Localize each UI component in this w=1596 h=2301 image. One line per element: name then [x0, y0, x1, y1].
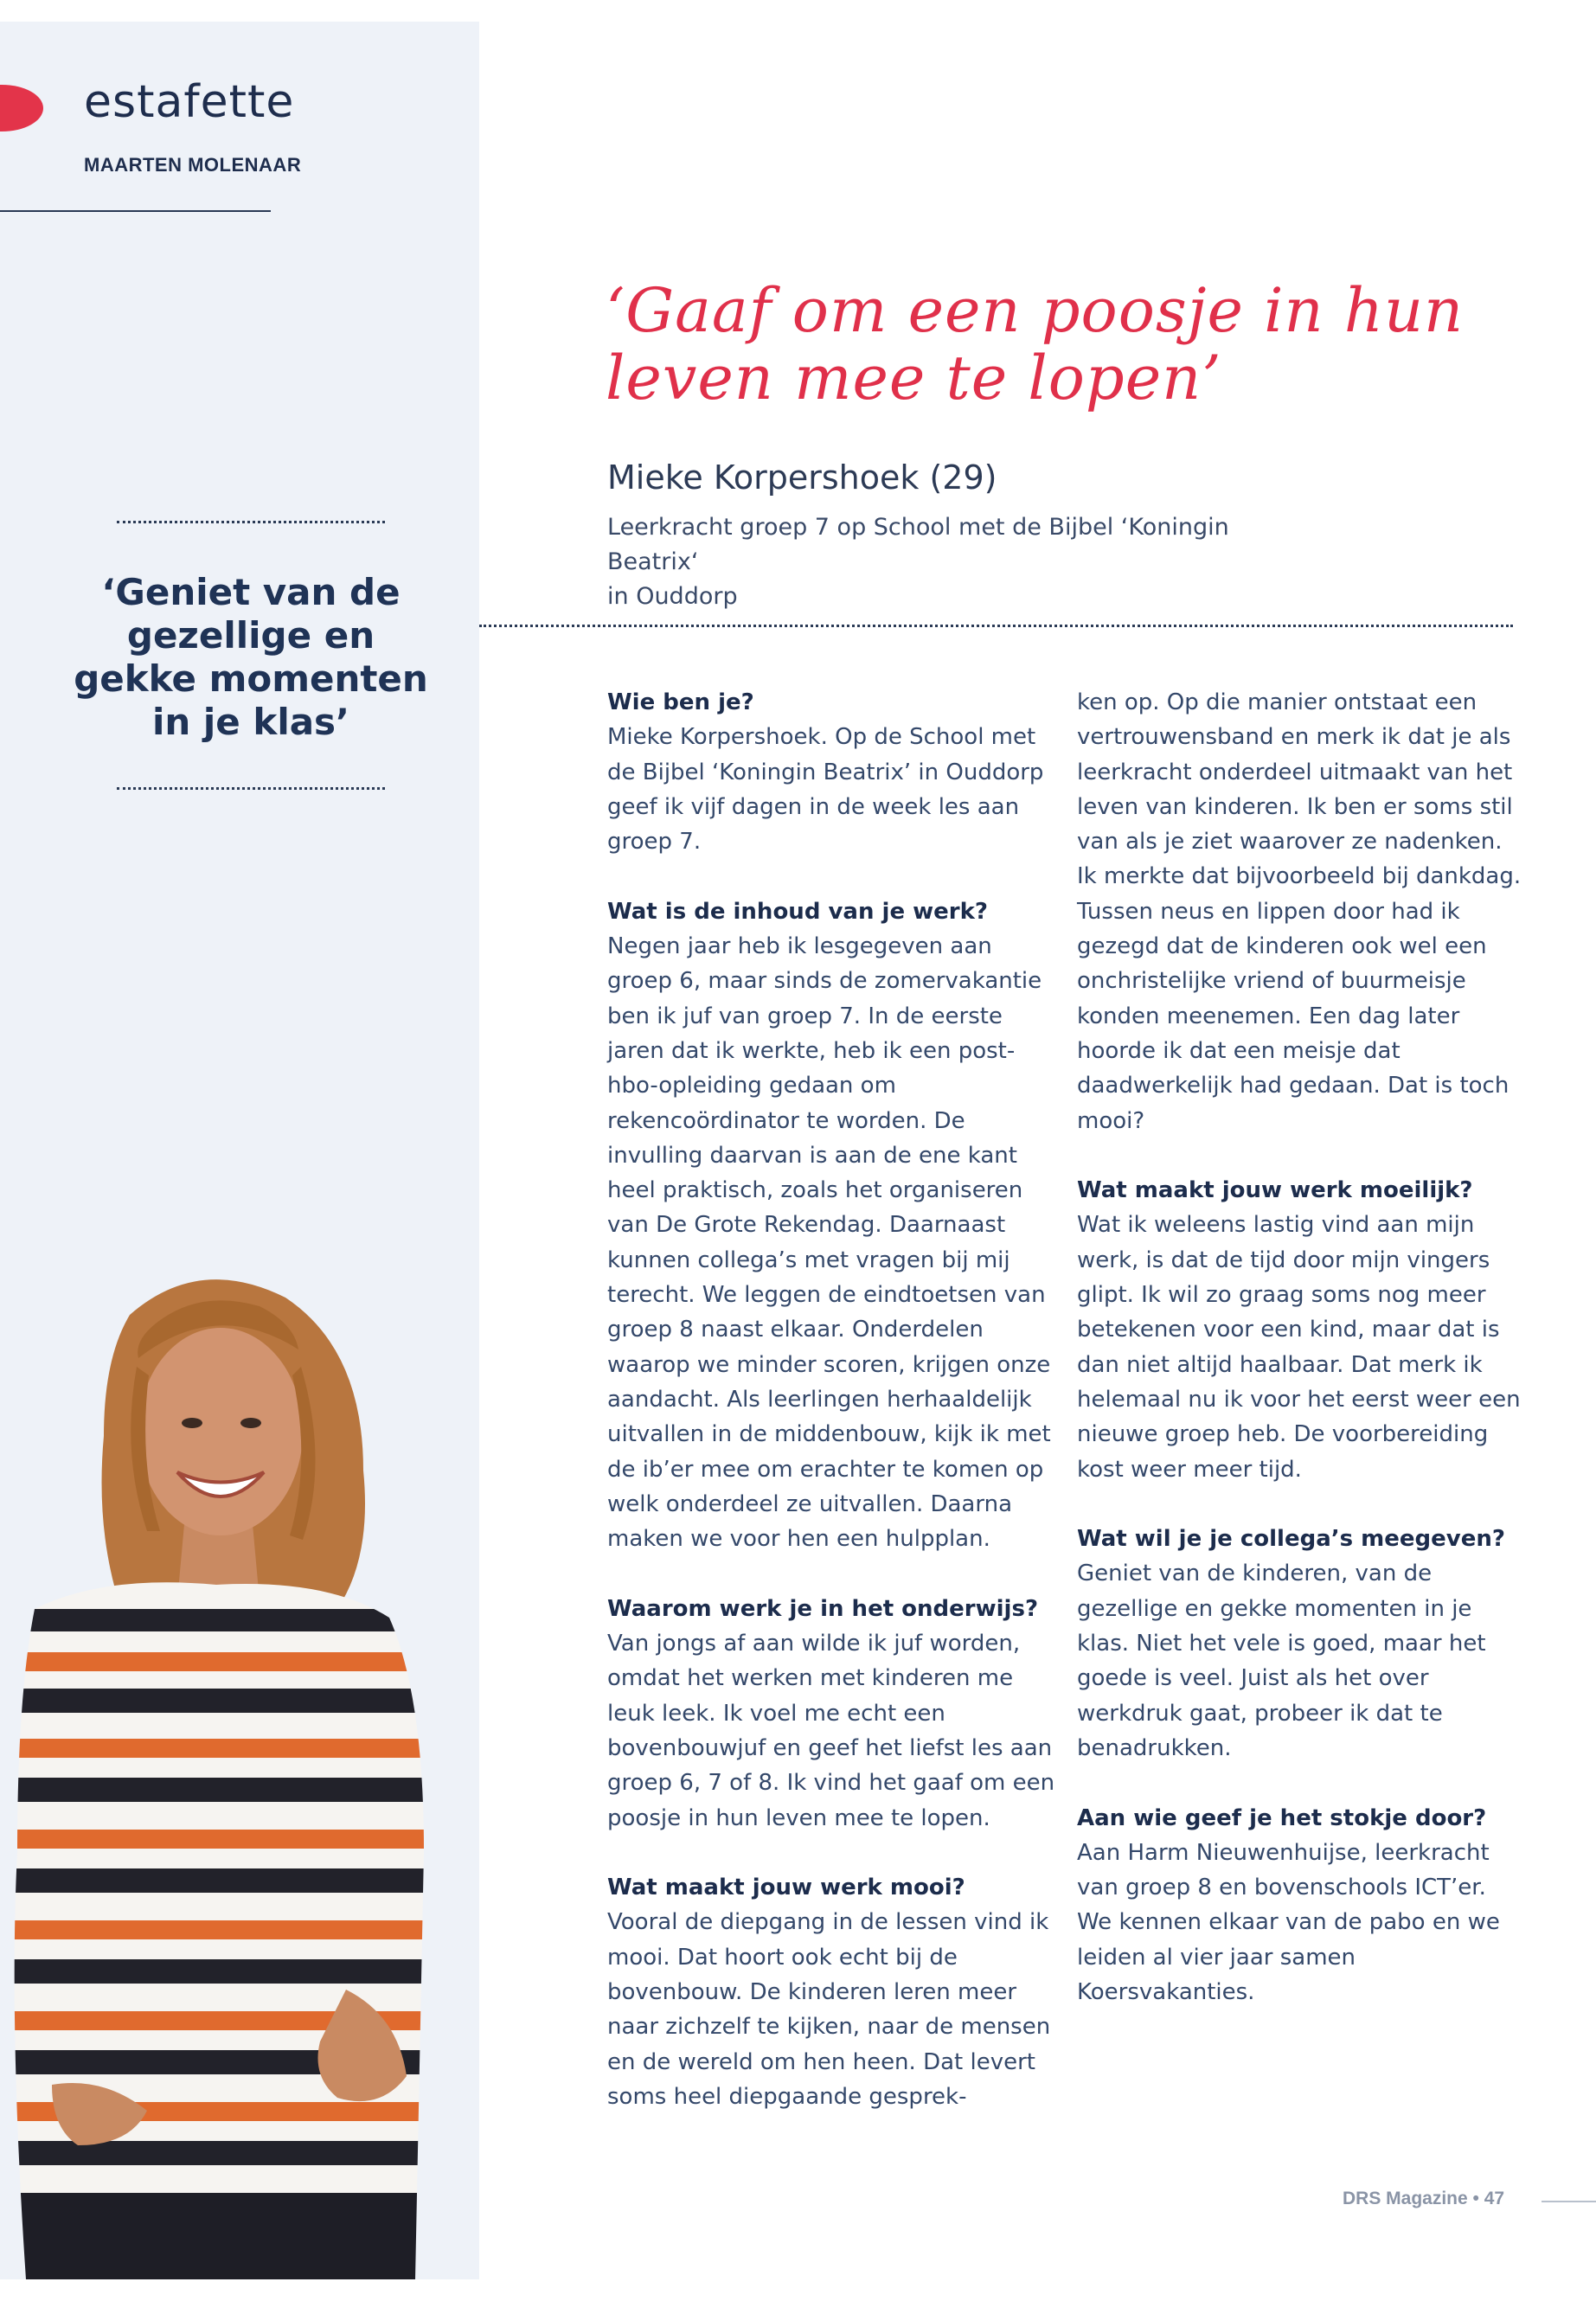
- question-heading: Wat maakt jouw werk moeilijk?: [1077, 1177, 1473, 1204]
- headline: [606, 277, 1471, 412]
- qa-block: [607, 685, 1057, 859]
- page-footer: [1343, 2189, 1504, 2209]
- headline-line-2: leven mee te lopen’: [606, 343, 1222, 413]
- author-divider: [0, 210, 271, 212]
- qa-block: [607, 1592, 1057, 1836]
- qa-block: [607, 1870, 1057, 2114]
- qa-block: [1077, 1522, 1527, 1766]
- answer-text: Wat ik weleens lastig vind aan mijn werk, is dat de tijd door mijn vingers glipt. Ik wil zo graag soms nog meer betekenen voor een kind, maar dat is dan niet altijd haalbaar. Dat merk ik helemaal nu ik voor het eerst weer een nieuwe groep heb. De voorbereiding kost weer meer tijd.: [1077, 1212, 1521, 1483]
- header-divider: [479, 625, 1513, 627]
- question-heading: Wie ben je?: [607, 689, 754, 715]
- magazine-name: DRS Magazine: [1343, 2189, 1468, 2208]
- answer-text: Van jongs af aan wilde ik juf worden, omdat het werken met kinderen me leuk leek. Ik voel me echt een bovenbouwjuf en geef het liefst les aan groep 6, 7 of 8. Ik vind het gaaf om een poosje in hun leven mee te lopen.: [607, 1631, 1055, 1831]
- subject-role-line-2: in Ouddorp: [607, 583, 738, 610]
- qa-block: [1077, 1801, 1527, 2010]
- question-heading: Wat maakt jouw werk mooi?: [607, 1875, 965, 1901]
- answer-text: Geniet van de kinderen, van de gezellige en gekke momenten in je klas. Niet het vele is goed, maar het goede is veel. Juist als het over werkdruk gaat, probeer ik dat te benadrukken.: [1077, 1561, 1486, 1761]
- answer-text: Negen jaar heb ik lesgegeven aan groep 6, maar sinds de zomervakantie ben ik juf van groep 7. In de eerste jaren dat ik werkte, heb ik een post-hbo-opleiding gedaan om rekencoördinator te worden. De invulling daarvan is aan de ene kant heel praktisch, zoals het organiseren van De Grote Rekendag. Daarnaast kunnen collega’s met vragen bij mij terecht. We leggen de eindtoetsen van groep 8 naast elkaar. Onderdelen waarop we minder scoren, krijgen onze aandacht. Als leerlingen herhaaldelijk uitvallen in de middenbouw, kijk ik met de ib’er mee om erachter te komen op welk onderdeel ze uitvallen. Daarna maken we voor hen een hulpplan.: [607, 933, 1051, 1553]
- footer-divider: [1542, 2201, 1596, 2202]
- pull-quote-top-divider: [117, 521, 385, 523]
- question-heading: Wat wil je je collega’s meegeven?: [1077, 1526, 1505, 1553]
- pull-quote-bottom-divider: [117, 787, 385, 790]
- author-name: MAARTEN MOLENAAR: [84, 154, 302, 176]
- question-heading: Wat is de inhoud van je werk?: [607, 898, 988, 925]
- question-heading: Waarom werk je in het onderwijs?: [607, 1595, 1039, 1622]
- answer-text: Vooral de diepgang in de lessen vind ik mooi. Dat hoort ook echt bij de bovenbouw. De kinderen leren meer naar zichzelf te kijken, naar de mensen en de wereld om hen heen. Dat levert soms heel diepgaande gesprek-: [607, 1909, 1051, 2110]
- question-heading: Aan wie geef je het stokje door?: [1077, 1804, 1487, 1831]
- qa-block: [607, 894, 1057, 1557]
- headline-line-1: ‘Gaaf om een poosje in hun: [606, 275, 1465, 346]
- continued-text: ken op. Op die manier ontstaat een vertrouwensband en merk ik dat je als leerkracht onderdeel uitmaakt van het leven van kinderen. Ik ben er soms stil van als je ziet waarover ze nadenken. Ik merkte dat bijvoorbeeld bij dankdag. Tussen neus en lippen door had ik gezegd dat de kinderen ook wel een onchristelijke vriend of buurmeisje konden meenemen. Een dag later hoorde ik dat een meisje dat daadwerkelijk had gedaan. Dat is toch mooi?: [1077, 689, 1522, 1134]
- pull-quote: ‘Geniet van de gezellige en gekke momenten in je klas’: [74, 571, 428, 743]
- subject-name: Mieke Korpershoek (29): [607, 458, 997, 497]
- article-column-1: [607, 685, 1057, 2114]
- article-column-2: [1077, 685, 1527, 2009]
- answer-text: Aan Harm Nieuwenhuijse, leerkracht van groep 8 en bovenschools ICT’er. We kennen elkaar van de pabo en we leiden al vier jaar samen Koersvakanties.: [1077, 1839, 1500, 2005]
- answer-text: Mieke Korpershoek. Op de School met de Bijbel ‘Koningin Beatrix’ in Ouddorp geef ik vijf dagen in de week les aan groep 7.: [607, 724, 1044, 856]
- footer-separator: •: [1472, 2189, 1479, 2208]
- portrait-photo: [0, 1246, 433, 2279]
- subject-role-line-1: Leerkracht groep 7 op School met de Bijbel ‘Koningin Beatrix‘: [607, 514, 1229, 575]
- subject-role: [607, 510, 1317, 614]
- qa-block: [1077, 1173, 1527, 1487]
- section-name: estafette: [84, 76, 295, 128]
- page-number: 47: [1484, 2189, 1505, 2208]
